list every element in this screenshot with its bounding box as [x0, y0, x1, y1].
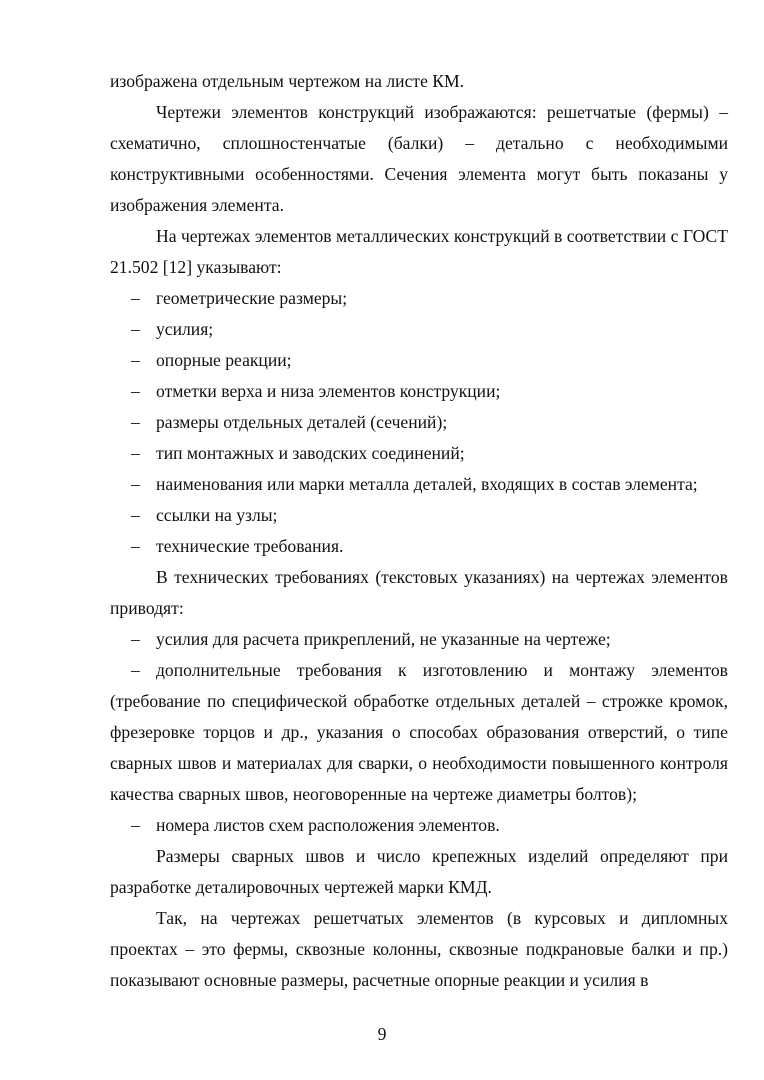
paragraph-technical-requirements: В технических требованиях (текстовых указаниях) на чертежах элементов приводят:	[110, 567, 728, 618]
dash-marker: –	[131, 443, 140, 463]
dash-marker: –	[131, 660, 140, 680]
list-item-text: усилия для расчета прикреплений, не указанные на чертеже;	[156, 629, 611, 649]
paragraph-continuation: изображена отдельным чертежом на листе КМ.	[110, 71, 465, 91]
list-item	[110, 531, 728, 562]
dash-marker: –	[131, 536, 140, 556]
list-item	[110, 469, 728, 500]
dash-marker: –	[131, 474, 140, 494]
list-item	[110, 438, 728, 469]
list-item-text: опорные реакции;	[156, 350, 292, 370]
list-item-text: геометрические размеры;	[156, 288, 348, 308]
list-item-text: наименования или марки металла деталей, входящих в состав элемента;	[156, 474, 698, 494]
list-item	[110, 624, 728, 655]
list-item	[110, 376, 728, 407]
paragraph-lattice-elements: Так, на чертежах решетчатых элементов (в курсовых и дипломных проектах – это фермы, сквозные колонны, сквозные подкрановые балки и пр.) показывают основные размеры, расчетные опорные реакции и усилия в	[110, 908, 728, 990]
dash-marker: –	[131, 350, 140, 370]
list-item-text: технические требования.	[156, 536, 344, 556]
list-drawing-contents	[110, 283, 728, 562]
dash-marker: –	[131, 815, 140, 835]
list-item-text: усилия;	[156, 319, 214, 339]
list-item-text: дополнительные требования к изготовлению и монтажу элементов (требование по специфической обработке отдельных деталей – строжке кромок, фрезеровке торцов и др., указания о способах образования отверстий, о типе сварных швов и материалах для сварки, о необходимости повышенного контроля качества сварных швов, неоговоренные на чертеже диаметры болтов);	[110, 660, 728, 804]
page-number: 9	[377, 1024, 387, 1044]
list-item-text: отметки верха и низа элементов конструкции;	[156, 381, 501, 401]
dash-marker: –	[131, 505, 140, 525]
list-item	[110, 314, 728, 345]
list-item	[110, 407, 728, 438]
dash-marker: –	[131, 629, 140, 649]
list-item	[110, 283, 728, 314]
list-item-text: тип монтажных и заводских соединений;	[156, 443, 465, 463]
dash-marker: –	[131, 381, 140, 401]
list-item-text: размеры отдельных деталей (сечений);	[156, 412, 448, 432]
dash-marker: –	[131, 412, 140, 432]
paragraph-drawings-elements: Чертежи элементов конструкций изображаются: решетчатые (фермы) – схематично, сплошностенчатые (балки) – детально с необходимыми конструктивными особенностями. Сечения элемента могут быть показаны у изображения элемента.	[110, 102, 728, 215]
list-item	[110, 810, 728, 841]
paragraph-weld-sizes: Размеры сварных швов и число крепежных изделий определяют при разработке деталировочных чертежей марки КМД.	[110, 846, 728, 897]
dash-marker: –	[131, 288, 140, 308]
list-item-text: ссылки на узлы;	[156, 505, 278, 525]
page-body	[110, 66, 728, 996]
paragraph-gost-intro: На чертежах элементов металлических конструкций в соответствии с ГОСТ 21.502 [12] указывают:	[110, 226, 728, 277]
dash-marker: –	[131, 319, 140, 339]
list-item	[110, 655, 728, 810]
list-item-text: номера листов схем расположения элементов.	[156, 815, 500, 835]
list-item	[110, 500, 728, 531]
list-item	[110, 345, 728, 376]
list-technical-requirements	[110, 624, 728, 841]
